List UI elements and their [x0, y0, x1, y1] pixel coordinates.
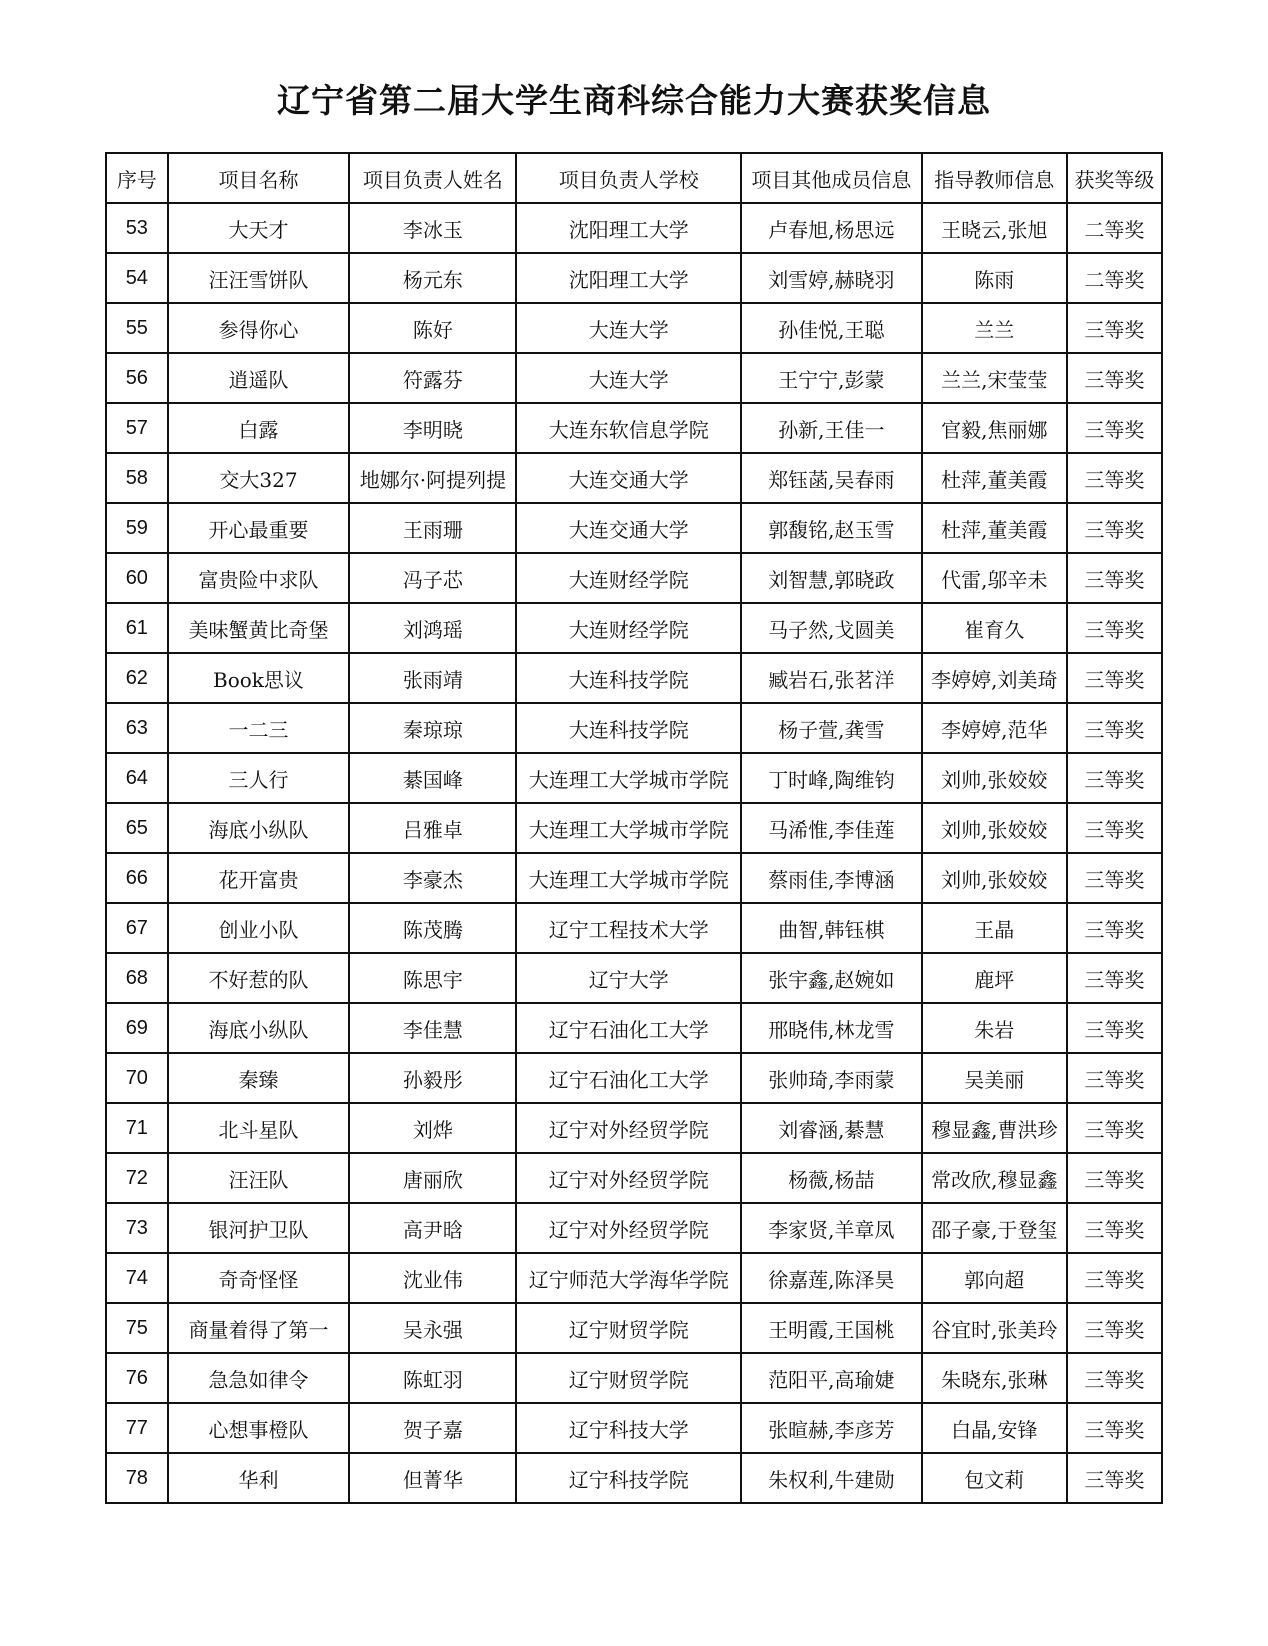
cell-advisors: 王晶: [922, 903, 1067, 953]
table-row: [106, 503, 1162, 553]
cell-leader-name: 綦国峰: [349, 753, 516, 803]
cell-leader-school: 大连财经学院: [516, 603, 741, 653]
cell-leader-school: 大连大学: [516, 303, 741, 353]
cell-award-level: 三等奖: [1067, 353, 1162, 403]
table-row: [106, 203, 1162, 253]
page-title: 辽宁省第二届大学生商科综合能力大赛获奖信息: [277, 81, 991, 120]
cell-project-name: 交大327: [168, 453, 350, 503]
cell-other-members: 孙新,王佳一: [741, 403, 922, 453]
cell-serial-number: 65: [106, 803, 168, 853]
cell-advisors: 刘帅,张姣姣: [922, 803, 1067, 853]
cell-advisors: 刘帅,张姣姣: [922, 753, 1067, 803]
header-award-level: 获奖等级: [1067, 153, 1162, 203]
cell-project-name: 海底小纵队: [168, 803, 350, 853]
cell-other-members: 杨薇,杨喆: [741, 1153, 922, 1203]
cell-leader-school: 大连理工大学城市学院: [516, 753, 741, 803]
cell-award-level: 二等奖: [1067, 203, 1162, 253]
cell-advisors: 穆显鑫,曹洪珍: [922, 1103, 1067, 1153]
cell-leader-name: 王雨珊: [349, 503, 516, 553]
cell-other-members: 张宇鑫,赵婉如: [741, 953, 922, 1003]
cell-other-members: 刘智慧,郭晓政: [741, 553, 922, 603]
cell-leader-school: 大连交通大学: [516, 503, 741, 553]
cell-other-members: 孙佳悦,王聪: [741, 303, 922, 353]
table-row: [106, 1053, 1162, 1103]
cell-leader-school: 辽宁科技学院: [516, 1453, 741, 1503]
table-row: [106, 1403, 1162, 1453]
cell-advisors: 代雷,邬辛未: [922, 553, 1067, 603]
cell-award-level: 三等奖: [1067, 1403, 1162, 1453]
cell-advisors: 吴美丽: [922, 1053, 1067, 1103]
cell-serial-number: 56: [106, 353, 168, 403]
cell-award-level: 三等奖: [1067, 503, 1162, 553]
cell-project-name: 花开富贵: [168, 853, 350, 903]
cell-advisors: 兰兰: [922, 303, 1067, 353]
cell-other-members: 王宁宁,彭蒙: [741, 353, 922, 403]
cell-leader-name: 高尹晗: [349, 1203, 516, 1253]
header-serial-number: 序号: [106, 153, 168, 203]
cell-award-level: 三等奖: [1067, 1303, 1162, 1353]
cell-other-members: 卢春旭,杨思远: [741, 203, 922, 253]
cell-advisors: 官毅,焦丽娜: [922, 403, 1067, 453]
cell-project-name: 华利: [168, 1453, 350, 1503]
cell-leader-name: 张雨靖: [349, 653, 516, 703]
table-row: [106, 1003, 1162, 1053]
table-row: [106, 603, 1162, 653]
cell-advisors: 李婷婷,刘美琦: [922, 653, 1067, 703]
cell-leader-name: 陈茂腾: [349, 903, 516, 953]
cell-advisors: 杜萍,董美霞: [922, 503, 1067, 553]
cell-serial-number: 74: [106, 1253, 168, 1303]
cell-project-name: 汪汪雪饼队: [168, 253, 350, 303]
cell-leader-school: 辽宁师范大学海华学院: [516, 1253, 741, 1303]
cell-other-members: 李家贤,羊章凤: [741, 1203, 922, 1253]
table-row: [106, 903, 1162, 953]
table-row: [106, 253, 1162, 303]
cell-advisors: 刘帅,张姣姣: [922, 853, 1067, 903]
cell-leader-school: 辽宁工程技术大学: [516, 903, 741, 953]
cell-award-level: 三等奖: [1067, 603, 1162, 653]
cell-award-level: 三等奖: [1067, 303, 1162, 353]
cell-serial-number: 75: [106, 1303, 168, 1353]
cell-other-members: 邢晓伟,林龙雪: [741, 1003, 922, 1053]
cell-serial-number: 60: [106, 553, 168, 603]
cell-leader-school: 辽宁对外经贸学院: [516, 1203, 741, 1253]
cell-other-members: 刘雪婷,赫晓羽: [741, 253, 922, 303]
cell-serial-number: 53: [106, 203, 168, 253]
cell-leader-school: 大连理工大学城市学院: [516, 853, 741, 903]
cell-serial-number: 63: [106, 703, 168, 753]
cell-project-name: Book思议: [168, 653, 350, 703]
cell-award-level: 三等奖: [1067, 953, 1162, 1003]
cell-other-members: 蔡雨佳,李博涵: [741, 853, 922, 903]
cell-other-members: 郑钰菡,吴春雨: [741, 453, 922, 503]
table-row: [106, 1103, 1162, 1153]
cell-project-name: 商量着得了第一: [168, 1303, 350, 1353]
cell-leader-school: 沈阳理工大学: [516, 253, 741, 303]
cell-other-members: 徐嘉莲,陈泽昊: [741, 1253, 922, 1303]
table-row: [106, 803, 1162, 853]
cell-leader-school: 辽宁对外经贸学院: [516, 1103, 741, 1153]
header-leader-school: 项目负责人学校: [516, 153, 741, 203]
cell-other-members: 朱权利,牛建勋: [741, 1453, 922, 1503]
cell-serial-number: 72: [106, 1153, 168, 1203]
cell-award-level: 三等奖: [1067, 1203, 1162, 1253]
table-row: [106, 953, 1162, 1003]
cell-project-name: 大天才: [168, 203, 350, 253]
cell-project-name: 汪汪队: [168, 1153, 350, 1203]
cell-advisors: 陈雨: [922, 253, 1067, 303]
cell-leader-name: 符露芬: [349, 353, 516, 403]
cell-project-name: 美味蟹黄比奇堡: [168, 603, 350, 653]
cell-advisors: 郭向超: [922, 1253, 1067, 1303]
cell-leader-name: 秦琼琼: [349, 703, 516, 753]
cell-project-name: 心想事橙队: [168, 1403, 350, 1453]
cell-leader-name: 陈虹羽: [349, 1353, 516, 1403]
cell-leader-name: 陈思宇: [349, 953, 516, 1003]
table-row: [106, 1303, 1162, 1353]
cell-project-name: 参得你心: [168, 303, 350, 353]
cell-advisors: 崔育久: [922, 603, 1067, 653]
cell-leader-name: 杨元东: [349, 253, 516, 303]
cell-serial-number: 76: [106, 1353, 168, 1403]
cell-leader-school: 大连科技学院: [516, 653, 741, 703]
table-row: [106, 853, 1162, 903]
cell-leader-school: 大连财经学院: [516, 553, 741, 603]
cell-leader-school: 辽宁大学: [516, 953, 741, 1003]
cell-serial-number: 64: [106, 753, 168, 803]
cell-other-members: 范阳平,高瑜婕: [741, 1353, 922, 1403]
cell-serial-number: 62: [106, 653, 168, 703]
cell-project-name: 创业小队: [168, 903, 350, 953]
cell-advisors: 白晶,安锋: [922, 1403, 1067, 1453]
cell-project-name: 北斗星队: [168, 1103, 350, 1153]
cell-serial-number: 70: [106, 1053, 168, 1103]
cell-leader-name: 吕雅卓: [349, 803, 516, 853]
cell-project-name: 三人行: [168, 753, 350, 803]
cell-award-level: 三等奖: [1067, 1053, 1162, 1103]
cell-leader-name: 陈好: [349, 303, 516, 353]
cell-leader-school: 辽宁财贸学院: [516, 1353, 741, 1403]
table-row: [106, 1253, 1162, 1303]
cell-advisors: 谷宜时,张美玲: [922, 1303, 1067, 1353]
cell-advisors: 李婷婷,范华: [922, 703, 1067, 753]
cell-leader-name: 冯子芯: [349, 553, 516, 603]
cell-serial-number: 59: [106, 503, 168, 553]
cell-leader-school: 辽宁科技大学: [516, 1403, 741, 1453]
cell-award-level: 三等奖: [1067, 1003, 1162, 1053]
table-row: [106, 1203, 1162, 1253]
cell-leader-name: 吴永强: [349, 1303, 516, 1353]
cell-leader-school: 辽宁对外经贸学院: [516, 1153, 741, 1203]
table-row: [106, 653, 1162, 703]
cell-project-name: 不好惹的队: [168, 953, 350, 1003]
cell-leader-school: 大连交通大学: [516, 453, 741, 503]
cell-award-level: 三等奖: [1067, 653, 1162, 703]
table-row: [106, 303, 1162, 353]
cell-other-members: 丁时峰,陶维钧: [741, 753, 922, 803]
cell-advisors: 常改欣,穆显鑫: [922, 1153, 1067, 1203]
cell-serial-number: 77: [106, 1403, 168, 1453]
cell-project-name: 银河护卫队: [168, 1203, 350, 1253]
cell-project-name: 海底小纵队: [168, 1003, 350, 1053]
cell-award-level: 三等奖: [1067, 1453, 1162, 1503]
cell-award-level: 三等奖: [1067, 453, 1162, 503]
cell-leader-school: 大连东软信息学院: [516, 403, 741, 453]
cell-advisors: 兰兰,宋莹莹: [922, 353, 1067, 403]
cell-other-members: 臧岩石,张茗洋: [741, 653, 922, 703]
cell-project-name: 一二三: [168, 703, 350, 753]
cell-serial-number: 78: [106, 1453, 168, 1503]
cell-other-members: 马浠惟,李佳莲: [741, 803, 922, 853]
cell-advisors: 杜萍,董美霞: [922, 453, 1067, 503]
table-header-row: [106, 153, 1162, 203]
table-row: [106, 1453, 1162, 1503]
cell-award-level: 三等奖: [1067, 1353, 1162, 1403]
header-project-name: 项目名称: [168, 153, 350, 203]
cell-project-name: 奇奇怪怪: [168, 1253, 350, 1303]
table-row: [106, 753, 1162, 803]
cell-serial-number: 69: [106, 1003, 168, 1053]
cell-project-name: 开心最重要: [168, 503, 350, 553]
cell-award-level: 三等奖: [1067, 553, 1162, 603]
award-table: [105, 152, 1163, 1504]
cell-serial-number: 54: [106, 253, 168, 303]
cell-leader-name: 地娜尔·阿提列提: [349, 453, 516, 503]
cell-award-level: 二等奖: [1067, 253, 1162, 303]
cell-leader-name: 刘鸿瑶: [349, 603, 516, 653]
cell-advisors: 王晓云,张旭: [922, 203, 1067, 253]
cell-award-level: 三等奖: [1067, 903, 1162, 953]
cell-leader-name: 沈业伟: [349, 1253, 516, 1303]
cell-serial-number: 68: [106, 953, 168, 1003]
cell-other-members: 张帅琦,李雨蒙: [741, 1053, 922, 1103]
cell-award-level: 三等奖: [1067, 1253, 1162, 1303]
cell-serial-number: 73: [106, 1203, 168, 1253]
cell-leader-school: 大连科技学院: [516, 703, 741, 753]
cell-project-name: 秦臻: [168, 1053, 350, 1103]
cell-award-level: 三等奖: [1067, 403, 1162, 453]
cell-award-level: 三等奖: [1067, 703, 1162, 753]
cell-leader-school: 辽宁财贸学院: [516, 1303, 741, 1353]
header-advisors: 指导教师信息: [922, 153, 1067, 203]
cell-other-members: 王明霞,王国桃: [741, 1303, 922, 1353]
table-row: [106, 453, 1162, 503]
cell-award-level: 三等奖: [1067, 1103, 1162, 1153]
cell-other-members: 郭馥铭,赵玉雪: [741, 503, 922, 553]
cell-leader-name: 但菁华: [349, 1453, 516, 1503]
cell-advisors: 鹿坪: [922, 953, 1067, 1003]
cell-award-level: 三等奖: [1067, 753, 1162, 803]
cell-advisors: 朱岩: [922, 1003, 1067, 1053]
cell-advisors: 朱晓东,张琳: [922, 1353, 1067, 1403]
award-rows: [106, 203, 1162, 1503]
cell-award-level: 三等奖: [1067, 803, 1162, 853]
cell-other-members: 张暄赫,李彦芳: [741, 1403, 922, 1453]
cell-project-name: 白露: [168, 403, 350, 453]
cell-serial-number: 58: [106, 453, 168, 503]
cell-advisors: 邵子豪,于登玺: [922, 1203, 1067, 1253]
cell-leader-name: 李冰玉: [349, 203, 516, 253]
table-row: [106, 1353, 1162, 1403]
header-other-members: 项目其他成员信息: [741, 153, 922, 203]
cell-leader-school: 沈阳理工大学: [516, 203, 741, 253]
cell-award-level: 三等奖: [1067, 1153, 1162, 1203]
cell-serial-number: 57: [106, 403, 168, 453]
cell-project-name: 逍遥队: [168, 353, 350, 403]
table-row: [106, 553, 1162, 603]
cell-project-name: 富贵险中求队: [168, 553, 350, 603]
cell-leader-name: 李佳慧: [349, 1003, 516, 1053]
table-row: [106, 1153, 1162, 1203]
cell-project-name: 急急如律令: [168, 1353, 350, 1403]
cell-leader-name: 孙毅彤: [349, 1053, 516, 1103]
cell-leader-name: 贺子嘉: [349, 1403, 516, 1453]
cell-leader-name: 李明晓: [349, 403, 516, 453]
cell-leader-school: 辽宁石油化工大学: [516, 1053, 741, 1103]
cell-serial-number: 71: [106, 1103, 168, 1153]
cell-other-members: 曲智,韩钰棋: [741, 903, 922, 953]
table-row: [106, 353, 1162, 403]
cell-serial-number: 66: [106, 853, 168, 903]
cell-serial-number: 55: [106, 303, 168, 353]
cell-advisors: 包文莉: [922, 1453, 1067, 1503]
cell-leader-school: 大连理工大学城市学院: [516, 803, 741, 853]
cell-other-members: 马子然,戈圆美: [741, 603, 922, 653]
table-row: [106, 703, 1162, 753]
table-row: [106, 403, 1162, 453]
cell-leader-name: 李豪杰: [349, 853, 516, 903]
cell-leader-school: 大连大学: [516, 353, 741, 403]
cell-award-level: 三等奖: [1067, 853, 1162, 903]
cell-leader-name: 刘烨: [349, 1103, 516, 1153]
cell-serial-number: 67: [106, 903, 168, 953]
cell-leader-name: 唐丽欣: [349, 1153, 516, 1203]
cell-other-members: 刘睿涵,綦慧: [741, 1103, 922, 1153]
cell-other-members: 杨子萱,龚雪: [741, 703, 922, 753]
cell-serial-number: 61: [106, 603, 168, 653]
header-leader-name: 项目负责人姓名: [349, 153, 516, 203]
cell-leader-school: 辽宁石油化工大学: [516, 1003, 741, 1053]
